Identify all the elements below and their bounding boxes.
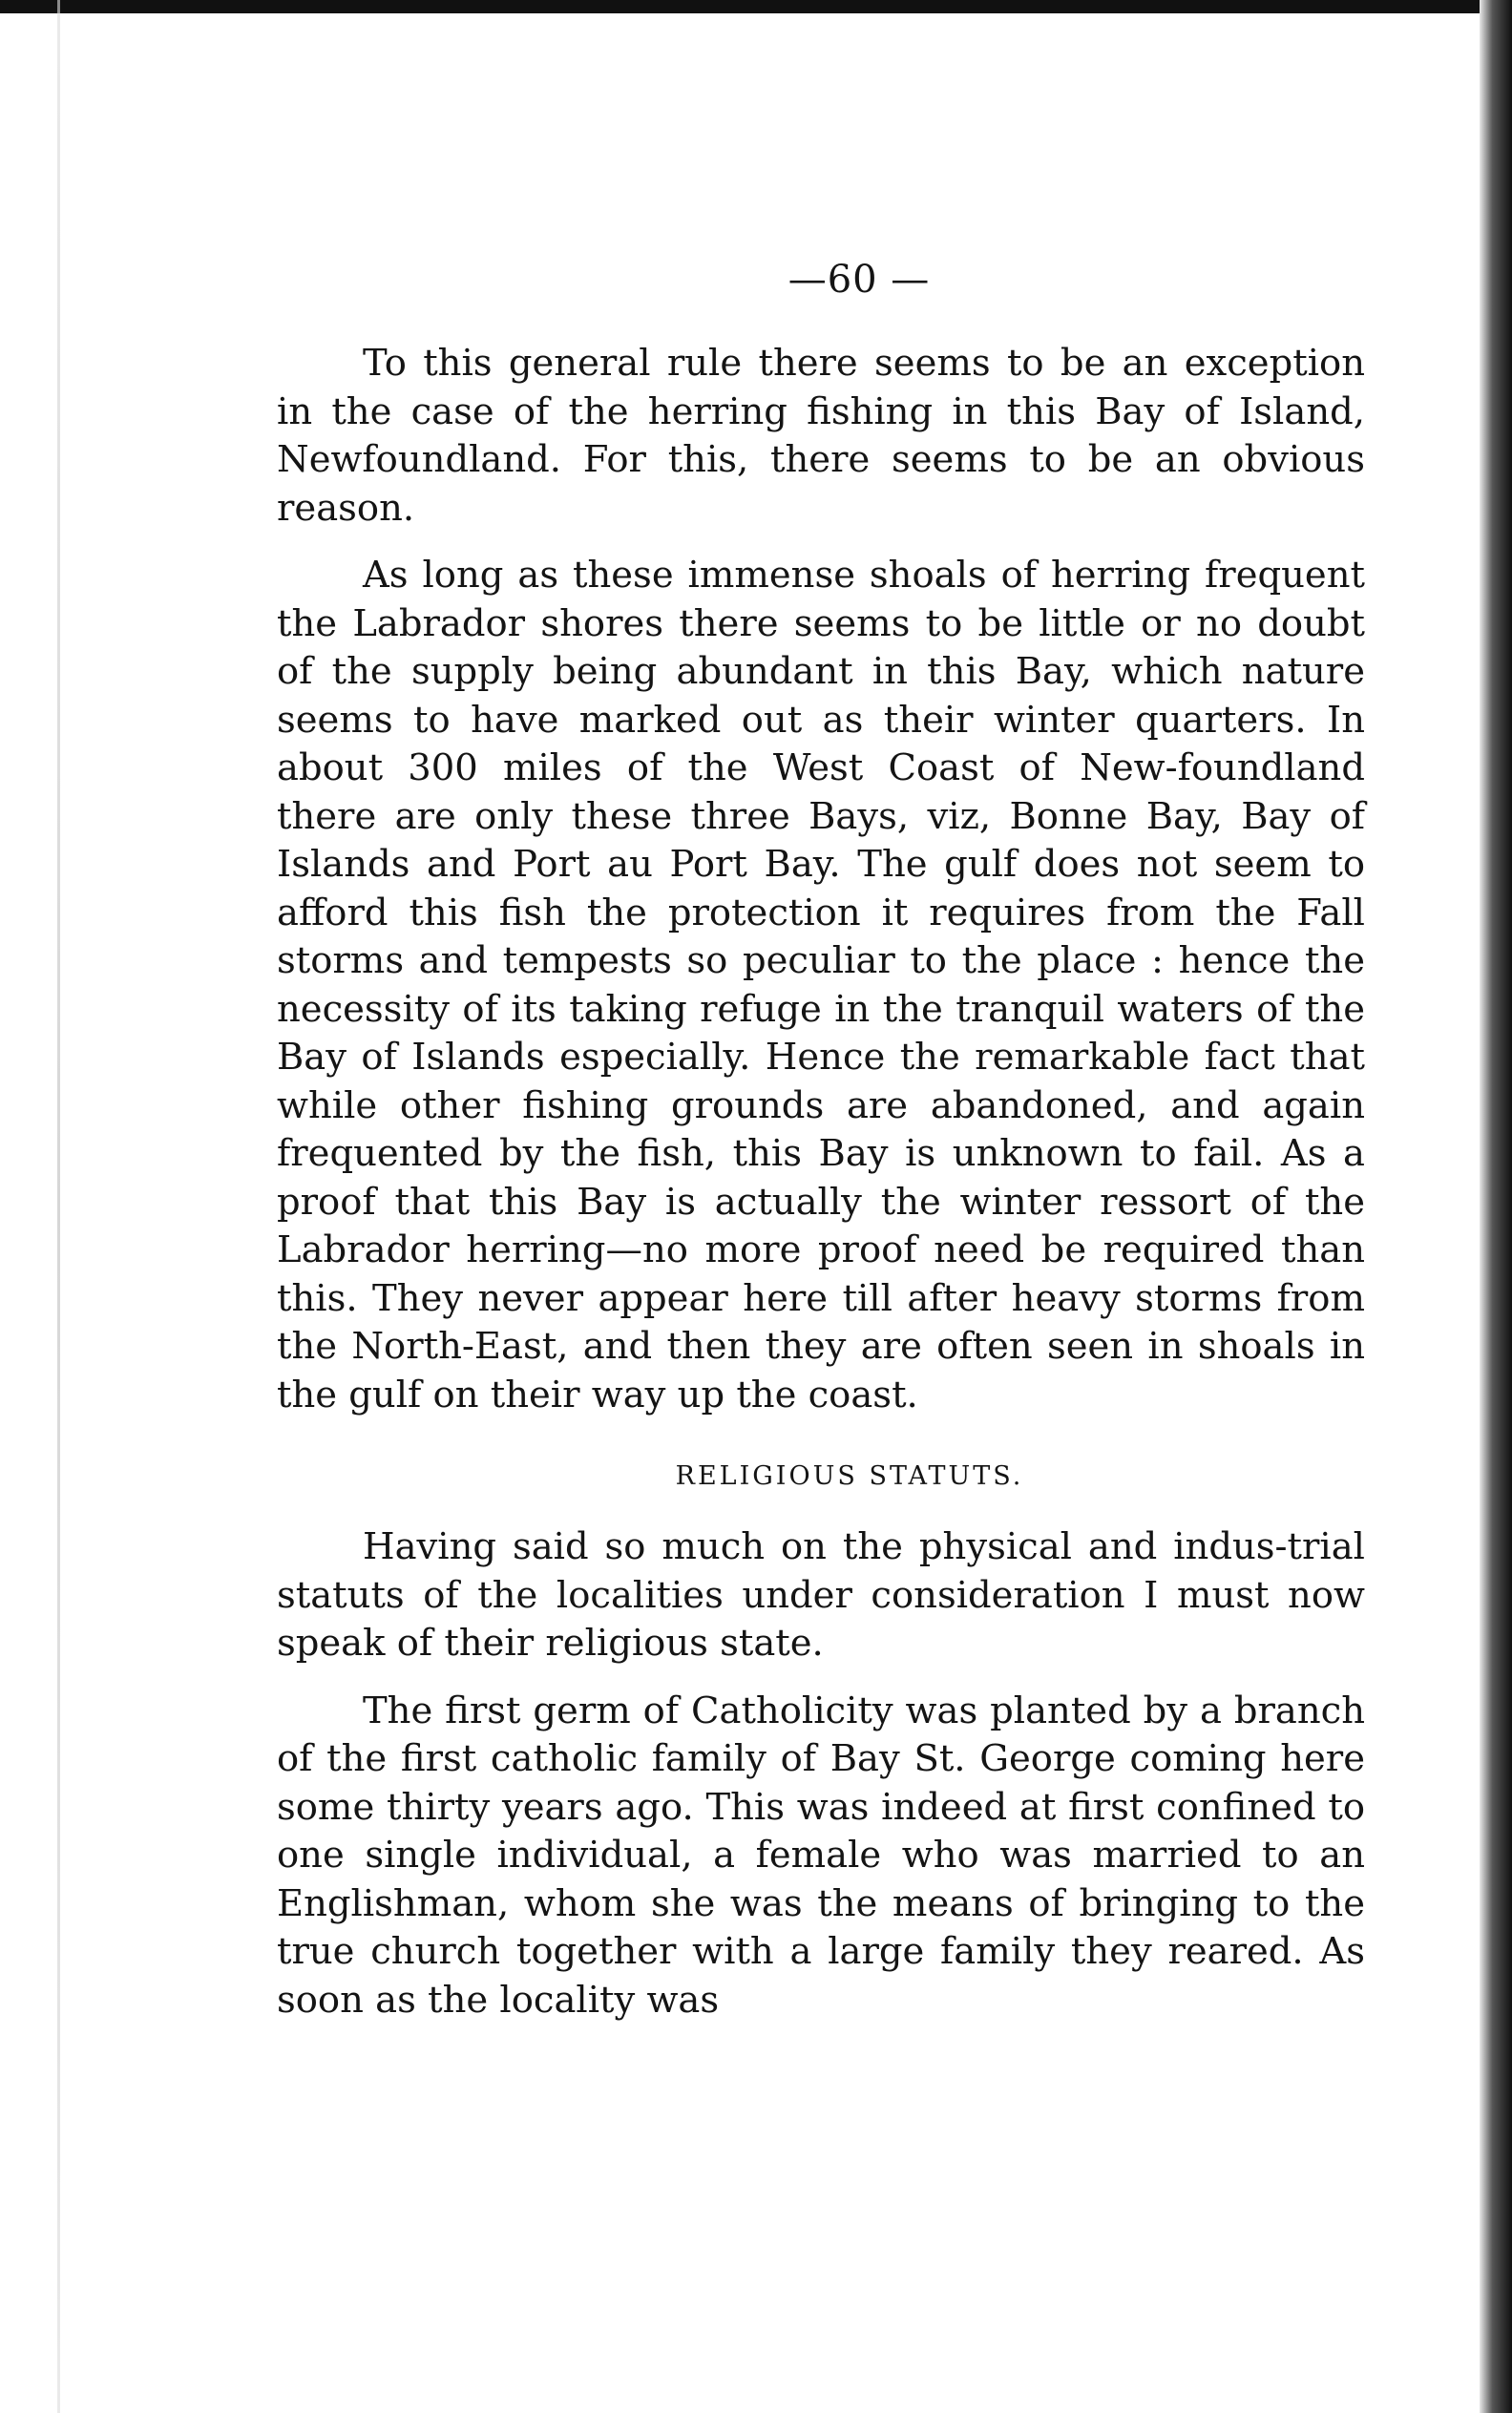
scan-gutter-mark (57, 0, 60, 2413)
paragraph-herring-shoals: As long as these immense shoals of herring frequent the Labrador shores there seems to be little or no doubt of the supply being abundant in this Bay, which nature seems to have marked out as their winter quarters. In about 300 miles of the West Coast of New-foundland there are only these three Bays, viz, Bonne Bay, Bay of Islands and Port au Port Bay. The gulf does not seem to afford this fish the protection it requires from the Fall storms and tempests so peculiar to the place : hence the necessity of its taking refuge in the tranquil waters of the Bay of Islands especially. Hence the remarkable fact that while other fishing grounds are abandoned, and again frequented by the fish, this Bay is unknown to fail. As a proof that this Bay is actually the winter ressort of the Labrador herring—no more proof need be required than this. They never appear here till after heavy storms from the North-East, and then they are often seen in shoals in the gulf on their way up the coast. (277, 554, 1365, 1416)
document-page (277, 258, 1365, 2339)
section-heading: RELIGIOUS STATUTS. (675, 1461, 1024, 1491)
paragraph-religious-intro: Having said so much on the physical and indus-trial statuts of the localities under consideration I must now speak of their religious state. (277, 1525, 1365, 1665)
paragraph-exception: To this general rule there seems to be an exception in the case of the herring fishing in this Bay of Island, Newfoundland. For this, there seems to be an obvious reason. (277, 342, 1365, 530)
scan-border-right (1480, 0, 1512, 2413)
scan-border-top (0, 0, 1512, 13)
paragraph-catholicity: The first germ of Catholicity was planted by a branch of the first catholic family of Bay St. George coming here some thirty years ago. This was indeed at first confined to one single individual, a female who was married to an Englishman, whom she was the means of bringing to the true church together with a large family they reared. As soon as the locality was (277, 1689, 1365, 2022)
page-number: —60 — (788, 258, 931, 302)
